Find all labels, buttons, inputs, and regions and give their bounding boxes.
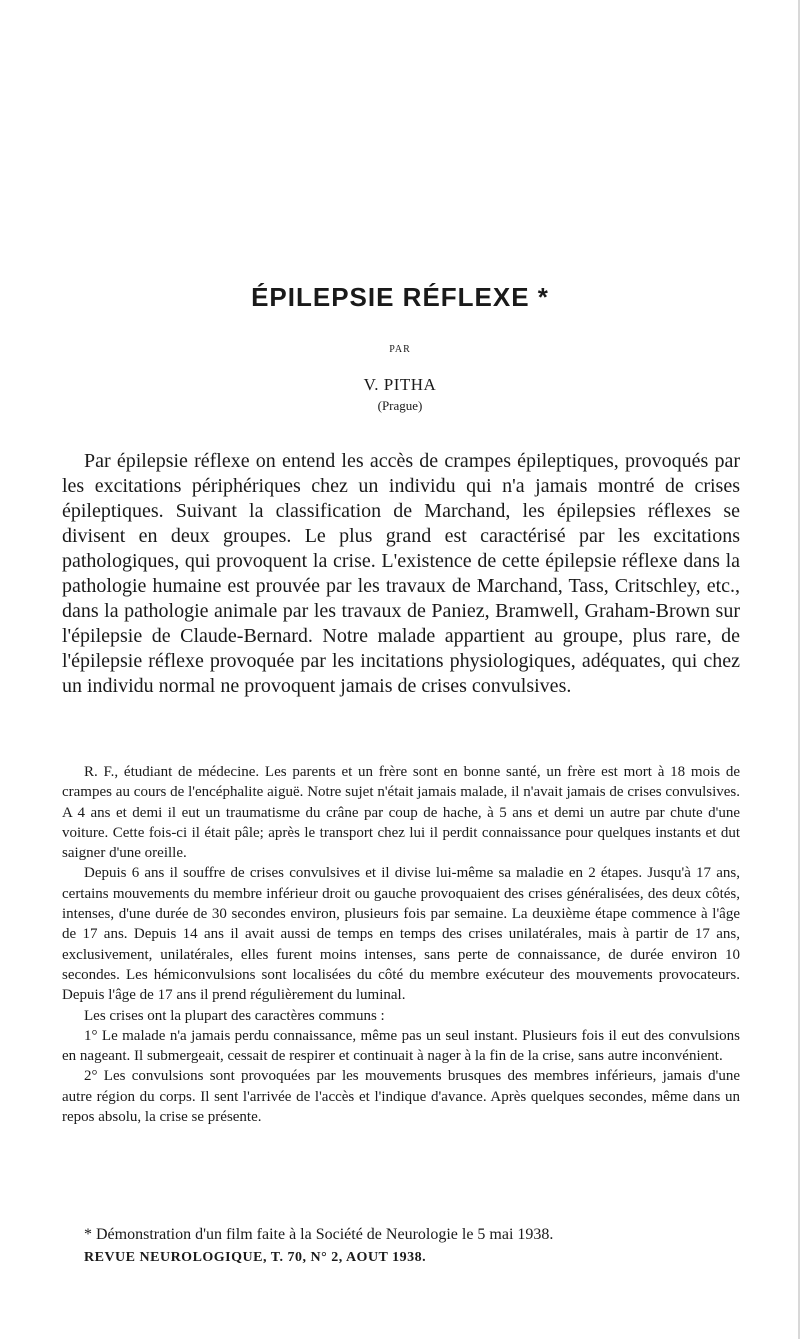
case-paragraph: R. F., étudiant de médecine. Les parents et un frère sont en bonne santé, un frère est mort à 18 mois de crampes au cours de l'encéphalite aiguë. Notre sujet n'était jamais malade, il n'avait jamais de crises convulsives. A 4 ans et demi il eut un traumatisme du crâne par coup de hache, à 5 ans et demi un autre par chute d'une voiture. Cette fois-ci il était pâle; après le transport chez lui il perdit connaissance pour quelques instants et dut saigner d'une oreille.	[62, 764, 740, 862]
case-paragraph: 1° Le malade n'a jamais perdu connaissance, même pas un seul instant. Plusieurs fois il eut des convulsions en nageant. Il submergeait, cessait de respirer et continuait à nager à la fin de la crise, sans autre inconvénient.	[62, 1027, 740, 1065]
case-paragraph: Depuis 6 ans il souffre de crises convulsives et il divise lui-même sa maladie en 2 étapes. Jusqu'à 17 ans, certains mouvements du membre inférieur droit ou gauche provoquaient des crises généralisées, des deux côtés, intenses, d'une durée de 30 secondes environ, plusieurs fois par semaine. La deuxième étape commence à l'âge de 17 ans. Depuis 14 ans il avait aussi de temps en temps des crises unilatérales, mais à partir de 17 ans, exclusivement, unilatérales, elles furent moins intenses, sans perte de connaissance, de durée environ 10 secondes. Les hémiconvulsions sont localisées du côté du membre exécuteur des mouvements provocateurs. Depuis l'âge de 17 ans il prend régulièrement du luminal.	[62, 865, 740, 1004]
article-title: ÉPILEPSIE RÉFLEXE *	[251, 282, 549, 312]
journal-citation: REVUE NEUROLOGIQUE, T. 70, N° 2, AOUT 1938.	[84, 1250, 427, 1265]
author-name: V. PITHA	[363, 375, 437, 394]
by-label: PAR	[389, 344, 411, 355]
author-affiliation: (Prague)	[377, 398, 423, 413]
case-report	[62, 762, 740, 1127]
case-paragraph: Les crises ont la plupart des caractères communs :	[84, 1007, 385, 1024]
footnote: * Démonstration d'un film faite à la Société de Neurologie le 5 mai 1938.	[84, 1226, 554, 1243]
intro-paragraph: Par épilepsie réflexe on entend les accès de crampes épileptiques, provoqués par les excitations périphériques chez un individu qui n'a jamais montré de crises épileptiques. Suivant la classification de Marchand, les épilepsies réflexes se divisent en deux groupes. Le plus grand est caractérisé par les excitations pathologiques, qui provoquent la crise. L'existence de cette épilepsie réflexe dans la pathologie humaine est prouvée par les travaux de Marchand, Tass, Critschley, etc., dans la pathologie animale par les travaux de Paniez, Bramwell, Graham-Brown sur l'épilepsie de Claude-Bernard. Notre malade appartient au groupe, plus rare, de l'épilepsie réflexe provoquée par les incitations physiologiques, adéquates, qui chez un individu normal ne provoquent jamais de crises convulsives.	[62, 450, 740, 697]
case-paragraph: 2° Les convulsions sont provoquées par les mouvements brusques des membres inférieurs, jamais d'une autre région du corps. Il sent l'arrivée de l'accès et l'indique d'avance. Après quelques secondes, même dans un repos absolu, la crise se présente.	[62, 1068, 740, 1126]
